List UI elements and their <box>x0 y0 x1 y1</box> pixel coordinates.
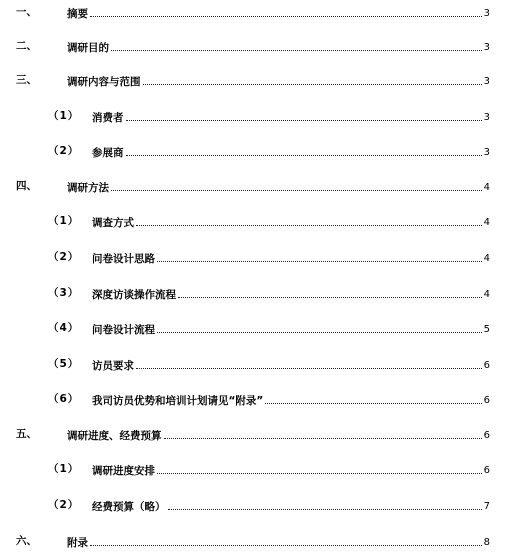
toc-entry-body <box>92 250 490 264</box>
toc-entry-body <box>67 39 490 53</box>
dot-leader <box>136 225 482 226</box>
toc-entry-title: 调研内容与范围 <box>67 75 141 88</box>
toc-entry-page: 6 <box>483 395 490 406</box>
toc-entry-title: 访员要求 <box>92 359 134 372</box>
dot-leader <box>111 50 482 51</box>
toc-entry-number: （1） <box>48 214 80 227</box>
toc-entry-body <box>67 534 490 548</box>
toc-entry-interviewer-requirements[interactable] <box>0 354 520 374</box>
toc-entry-page: 4 <box>483 289 490 300</box>
toc-entry-interview-process[interactable] <box>0 283 520 303</box>
toc-entry-research-purpose[interactable] <box>0 36 520 56</box>
toc-entry-title: 调研进度安排 <box>92 464 155 477</box>
toc-entry-research-scope[interactable] <box>0 70 520 90</box>
toc-entry-page: 3 <box>483 112 490 123</box>
toc-entry-body <box>92 214 490 228</box>
dot-leader <box>265 403 481 404</box>
toc-entry-questionnaire-design-process[interactable] <box>0 318 520 338</box>
dot-leader <box>157 332 482 333</box>
dot-leader <box>111 190 482 191</box>
toc-entry-title: 摘要 <box>67 7 88 20</box>
toc-entry-title: 消费者 <box>92 111 124 124</box>
toc-entry-number: （2） <box>48 498 80 511</box>
dot-leader <box>90 16 482 17</box>
dot-leader <box>143 84 482 85</box>
toc-entry-number: （1） <box>48 462 80 475</box>
dot-leader <box>90 545 482 546</box>
toc-entry-number: （3） <box>48 286 80 299</box>
toc-entry-survey-method[interactable] <box>0 211 520 231</box>
toc-entry-page: 4 <box>483 182 490 193</box>
toc-entry-budget[interactable] <box>0 495 520 515</box>
toc-entry-page: 6 <box>483 430 490 441</box>
toc-entry-title: 问卷设计流程 <box>92 323 155 336</box>
toc-entry-number: （4） <box>48 321 80 334</box>
toc-entry-title: 调研方法 <box>67 181 109 194</box>
toc-entry-page: 6 <box>483 465 490 476</box>
dot-leader <box>126 155 482 156</box>
toc-entry-title: 附录 <box>67 536 88 549</box>
dot-leader <box>157 261 482 262</box>
dot-leader <box>178 297 482 298</box>
toc-entry-page: 3 <box>483 76 490 87</box>
toc-entry-abstract[interactable] <box>0 2 520 22</box>
toc-entry-body <box>92 109 490 123</box>
toc-entry-page: 4 <box>483 253 490 264</box>
toc-entry-number: 四、 <box>16 179 37 192</box>
toc-entry-body <box>92 357 490 371</box>
toc-entry-title: 调研目的 <box>67 41 109 54</box>
toc-entry-title: 深度访谈操作流程 <box>92 288 176 301</box>
toc-entry-title: 经费预算（略） <box>92 500 166 513</box>
toc-entry-title: 调查方式 <box>92 216 134 229</box>
toc-entry-page: 3 <box>483 147 490 158</box>
toc-entry-page: 4 <box>483 217 490 228</box>
toc-entry-schedule[interactable] <box>0 459 520 479</box>
toc-entry-schedule-budget[interactable] <box>0 424 520 444</box>
toc-entry-number: （2） <box>48 144 80 157</box>
toc-entry-appendix[interactable] <box>0 531 520 551</box>
toc-entry-consumers[interactable] <box>0 106 520 126</box>
toc-entry-page: 3 <box>483 8 490 19</box>
toc-entry-body <box>92 321 490 335</box>
toc-entry-number: （5） <box>48 357 80 370</box>
toc-entry-number: 二、 <box>16 39 37 52</box>
dot-leader <box>157 473 482 474</box>
dot-leader <box>168 509 482 510</box>
toc-entry-body <box>92 392 490 406</box>
toc-entry-questionnaire-design-idea[interactable] <box>0 247 520 267</box>
dot-leader <box>164 438 482 439</box>
dot-leader <box>136 368 482 369</box>
toc-entry-number: 三、 <box>16 73 37 86</box>
toc-entry-body <box>67 179 490 193</box>
toc-entry-title: 我司访员优势和培训计划请见“附录” <box>92 394 264 407</box>
toc-entry-body <box>92 462 490 476</box>
toc-entry-interviewer-advantages[interactable] <box>0 389 520 409</box>
toc-entry-page: 6 <box>483 360 490 371</box>
toc-entry-research-methods[interactable] <box>0 176 520 196</box>
dot-leader <box>126 120 482 121</box>
toc-entry-body <box>67 427 490 441</box>
toc-entry-body <box>92 144 490 158</box>
toc-entry-title: 参展商 <box>92 146 124 159</box>
toc-entry-page: 8 <box>483 537 490 548</box>
toc-entry-page: 7 <box>483 501 490 512</box>
toc-entry-exhibitors[interactable] <box>0 141 520 161</box>
toc-entry-number: 五、 <box>16 427 37 440</box>
toc-entry-page: 3 <box>483 42 490 53</box>
toc-entry-number: 一、 <box>16 5 37 18</box>
toc-entry-title: 调研进度、经费预算 <box>67 429 162 442</box>
toc-entry-number: 六、 <box>16 534 37 547</box>
toc-entry-body <box>67 73 490 87</box>
toc-entry-page: 5 <box>483 324 490 335</box>
toc-entry-body <box>92 286 490 300</box>
toc-entry-number: （6） <box>48 392 80 405</box>
toc-entry-body <box>67 5 490 19</box>
toc-entry-title: 问卷设计思路 <box>92 252 155 265</box>
toc-entry-number: （1） <box>48 109 80 122</box>
toc-entry-body <box>92 498 490 512</box>
toc-entry-number: （2） <box>48 250 80 263</box>
